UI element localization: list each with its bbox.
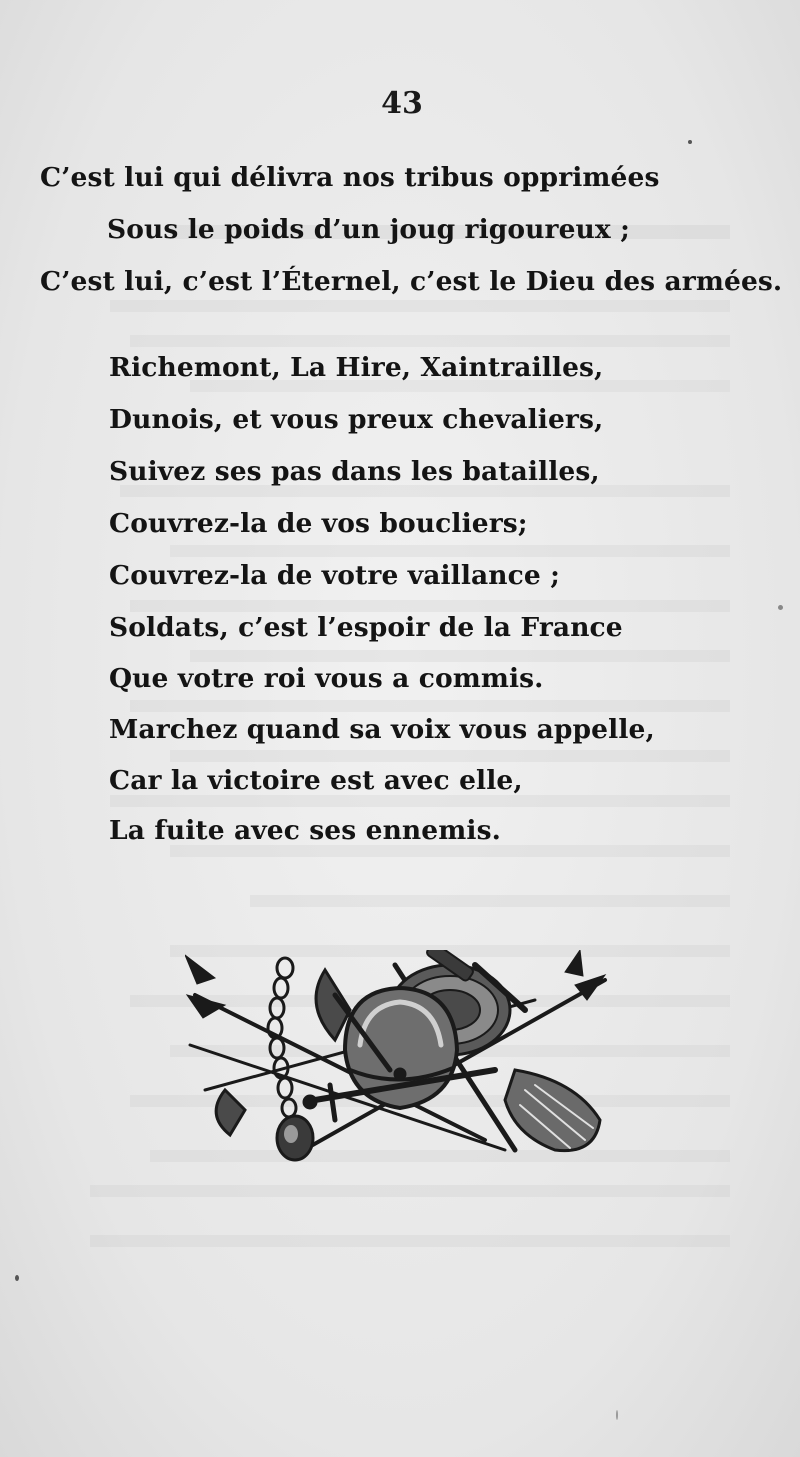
paper-speck	[15, 1275, 19, 1281]
paper-speck	[688, 140, 692, 144]
poem-line-10: Que votre roi vous a commis.	[109, 663, 544, 694]
poem-line-11: Marchez quand sa voix vous appelle,	[109, 714, 655, 745]
poem-line-2: Sous le poids d’un joug rigoureux ;	[107, 214, 631, 245]
poem-line-5: Dunois, et vous preux chevaliers,	[109, 404, 604, 435]
poem-line-9: Soldats, c’est l’espoir de la France	[109, 612, 623, 643]
page-number: 43	[381, 86, 423, 121]
trophy-of-arms-icon	[185, 950, 610, 1165]
poem-line-1: C’est lui qui délivra nos tribus opprimées	[40, 162, 660, 193]
poem-line-8: Couvrez-la de votre vaillance ;	[109, 560, 561, 591]
poem-line-6: Suivez ses pas dans les batailles,	[109, 456, 600, 487]
paper-speck	[616, 1410, 618, 1420]
poem-line-13: La fuite avec ses ennemis.	[109, 815, 501, 846]
poem-line-7: Couvrez-la de vos boucliers;	[109, 508, 528, 539]
paper-speck	[778, 605, 783, 610]
poem-line-3: C’est lui, c’est l’Éternel, c’est le Dieu des armées.	[40, 266, 783, 297]
poem-line-4: Richemont, La Hire, Xaintrailles,	[109, 352, 604, 383]
poem-line-12: Car la victoire est avec elle,	[109, 765, 523, 796]
